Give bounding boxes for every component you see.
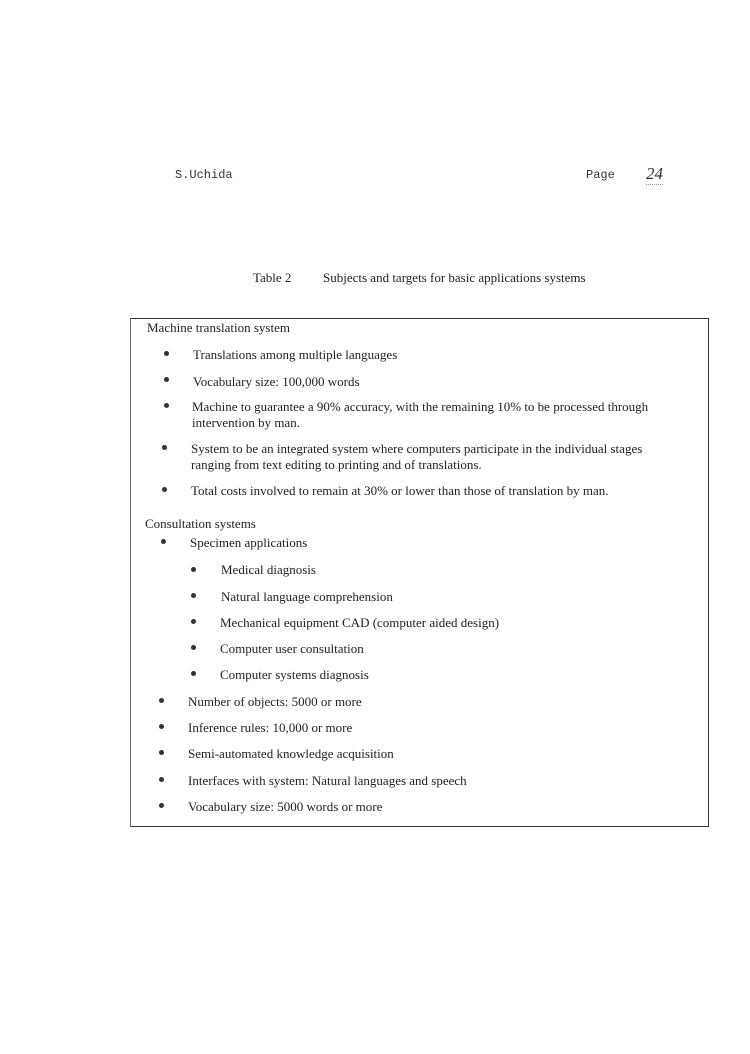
sub-list-item: Computer systems diagnosis xyxy=(220,667,369,682)
list-item: Semi-automated knowledge acquisition xyxy=(188,746,394,761)
bullet-icon xyxy=(159,750,164,755)
table-label: Table 2 xyxy=(253,270,292,285)
list-item: Specimen applications xyxy=(190,535,308,550)
bullet-icon xyxy=(191,645,196,650)
bullet-icon xyxy=(191,619,196,624)
sub-list-item: Computer user consultation xyxy=(220,641,364,656)
bullet-icon xyxy=(164,351,169,356)
page-number: 24 xyxy=(646,164,663,183)
bullet-icon xyxy=(161,539,166,544)
list-item: System to be an integrated system where computers participate in the individual stages xyxy=(191,441,643,456)
bullet-icon xyxy=(159,724,164,729)
bullet-icon xyxy=(162,445,167,450)
page-header-author: S.Uchida xyxy=(175,168,233,182)
list-item: Number of objects: 5000 or more xyxy=(188,694,362,709)
sub-list-item: Medical diagnosis xyxy=(221,562,316,577)
bullet-icon xyxy=(164,403,169,408)
bullet-icon xyxy=(164,377,169,382)
bullet-icon xyxy=(191,671,196,676)
list-item-continuation: ranging from text editing to printing and of translations. xyxy=(191,457,482,472)
list-item: Interfaces with system: Natural languages and speech xyxy=(188,773,467,788)
sub-list-item: Natural language comprehension xyxy=(221,589,393,604)
list-item: Vocabulary size: 5000 words or more xyxy=(188,799,383,814)
list-item: Translations among multiple languages xyxy=(193,347,398,362)
bullet-icon xyxy=(162,487,167,492)
bullet-icon xyxy=(159,777,164,782)
sub-list-item: Mechanical equipment CAD (computer aided design) xyxy=(220,615,500,630)
page-header-label: Page xyxy=(586,168,615,182)
bullet-icon xyxy=(191,593,196,598)
bullet-icon xyxy=(191,567,196,572)
list-item: Total costs involved to remain at 30% or lower than those of translation by man. xyxy=(191,483,609,498)
bullet-icon xyxy=(159,803,164,808)
list-item-continuation: intervention by man. xyxy=(192,415,300,430)
section-title-consultation: Consultation systems xyxy=(145,516,256,531)
list-item: Machine to guarantee a 90% accuracy, with the remaining 10% to be processed through xyxy=(192,399,649,414)
bullet-icon xyxy=(159,698,164,703)
table-caption xyxy=(253,270,586,286)
section-title-machine-translation: Machine translation system xyxy=(147,320,290,335)
table-title: Subjects and targets for basic applications systems xyxy=(323,270,586,285)
list-item: Inference rules: 10,000 or more xyxy=(188,720,353,735)
list-item: Vocabulary size: 100,000 words xyxy=(193,374,360,389)
